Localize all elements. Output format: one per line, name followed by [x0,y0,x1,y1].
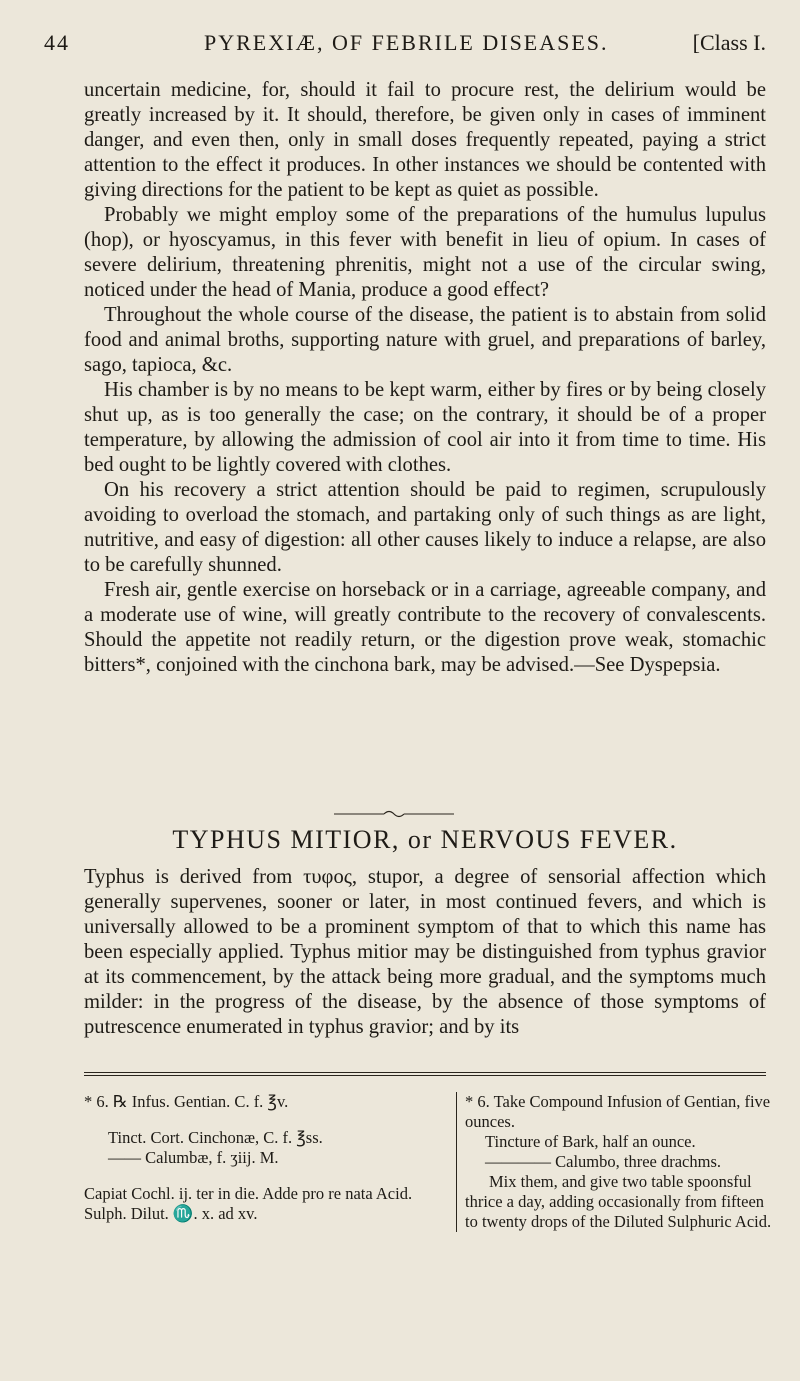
running-title: PYREXIÆ, OF FEBRILE DISEASES. [204,30,609,55]
ingredient: ———— Calumbo, three drachms. [485,1152,721,1171]
directions: Capiat Cochl. ij. ter in die. Adde pro re nata Acid. Sulph. Dilut. ♏. x. ad xv. [84,1184,413,1223]
paragraph: Throughout the whole course of the disease, the patient is to abstain from solid food and animal broths, supporting nature with gruel, and preparations of barley, sago, tapioca, &c. [84,304,766,376]
prescription-heading: * 6. ℞ Infus. Gentian. C. f. ℥v. [84,1092,289,1111]
page-number: 44 [44,30,70,55]
section-title: TYPHUS MITIOR, or NERVOUS FEVER. [172,825,678,854]
section-divider [334,808,454,820]
footnote-latin [84,1092,444,1224]
running-header [44,22,766,62]
ingredient: Tincture of Bark, half an ounce. [485,1132,696,1151]
paragraph: Fresh air, gentle exercise on horseback or in a carriage, agreeable company, and a moderate use of wine, will greatly contribute to the recovery of convalescents. Should the appetite not readily return, or the digestion prove weak, stomachic bitters*, conjoined with the cinchona bark, may be advised.—See Dyspepsia. [84,579,766,676]
footnote-rule [84,1072,766,1076]
paragraph: uncertain medicine, for, should it fail to procure rest, the delirium would be greatly increased by it. It should, therefore, be given only in cases of imminent danger, and even then, only in small doses frequently repeated, paying a strict attention to the effect it produces. In other instances we should be contented with giving directions for the patient to be kept as quiet as possible. [84,79,766,201]
paragraph: Probably we might employ some of the preparations of the humulus lupulus (hop), or hyoscyamus, in this fever with benefit in lieu of opium. In cases of severe delirium, threatening phrenitis, might not a use of the circular swing, noticed under the head of Mania, produce a good effect? [84,204,766,301]
footnote-english [456,1092,777,1232]
paragraph: On his recovery a strict attention should be paid to regimen, scrupulously avoiding to overload the stomach, and partaking only of such things as are light, nutritive, and easy of digestion: all other causes likely to induce a relapse, are also to be carefully shunned. [84,479,766,576]
ingredient: —— Calumbæ, f. ʒiij. M. [108,1148,279,1167]
prescription-heading: * 6. Take Compound Infusion of Gentian, five ounces. [465,1092,771,1131]
paragraph: His chamber is by no means to be kept warm, either by fires or by being closely shut up, as is too generally the case; on the contrary, it should be of a proper temperature, by allowing the admission of cool air into it from time to time. His bed ought to be lightly covered with clothes. [84,379,766,476]
directions: Mix them, and give two table spoonsful thrice a day, adding occasionally from fifteen to twenty drops of the Diluted Sulphuric Acid. [465,1172,772,1231]
body-text [84,78,766,678]
paragraph: Typhus is derived from τυφος, stupor, a degree of sensorial affection which generally supervenes, sooner or later, in most continued fevers, and which is universally allowed to be a prominent symptom of that to which this name has been especially applied. Typhus mitior may be distinguished from typhus gravior at its commencement, by the attack being more gradual, and the symptoms much milder: in the progress of the disease, by the absence of those symptoms of putrescence enumerated in typhus gravior; and by its [84,866,766,1038]
class-label: [Class I. [692,30,766,55]
ingredient: Tinct. Cort. Cinchonæ, C. f. ℥ss. [108,1128,323,1147]
section-body [84,865,766,1040]
